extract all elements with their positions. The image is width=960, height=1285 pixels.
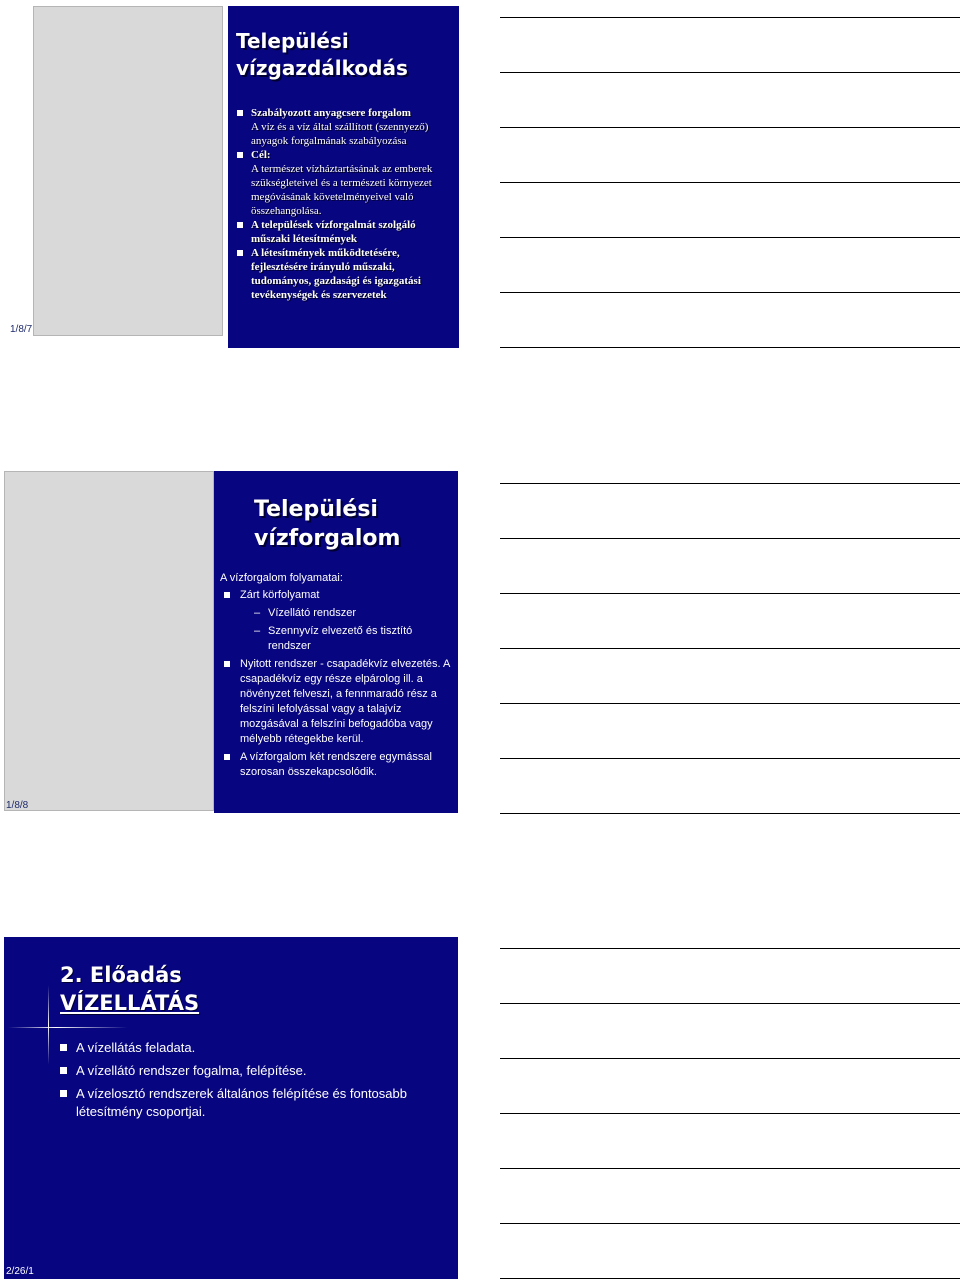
slide2-list-item-text: Vízellátó rendszer <box>268 607 357 619</box>
slide1-number: 1/8/7 <box>10 324 33 335</box>
slide1-list-item <box>237 246 457 302</box>
slide2-list-item <box>220 657 456 747</box>
note-line <box>500 483 960 484</box>
slide-telepulesi-vizforgalom <box>214 563 458 813</box>
square-bullet-icon <box>237 222 243 228</box>
note-line <box>500 237 960 238</box>
slide1-title-line-1: Települési <box>236 29 349 53</box>
slide2-list-item-text: Nyitott rendszer - csapadékvíz elvezetés. A csapadékvíz egy része elpárolog ill. a növényzet felveszi, a fennmaradó rész a felszíni lefolyással vagy a talajvíz mozgásával a felszíni befogadóba vagy mélyebb rétegekbe kerül. <box>240 658 450 745</box>
slide1-list-item <box>237 120 457 148</box>
water-flow-diagram-2 <box>4 471 214 811</box>
slide3-title-line-2: VÍZELLÁTÁS <box>60 991 200 1015</box>
square-bullet-icon <box>237 152 243 158</box>
slide1-list-item-text: A víz és a víz által szállított (szennyező) anyagok forgalmának szabályozása <box>251 121 429 147</box>
slide2-title <box>254 495 400 553</box>
slide2-bullet-list <box>220 588 456 783</box>
note-line <box>500 1223 960 1224</box>
slide1-list-item-text: A települések vízforgalmát szolgáló műszaki létesítmények <box>251 219 416 245</box>
square-bullet-icon <box>224 661 230 667</box>
slide3-bullet-list <box>60 1039 455 1126</box>
slide2-list-item-text: A vízforgalom két rendszere egymással szorosan összekapcsolódik. <box>240 751 432 778</box>
slide3-number: 2/26/1 <box>6 1266 34 1277</box>
square-bullet-icon <box>60 1067 67 1074</box>
note-line <box>500 538 960 539</box>
slide3-list-item-text: A vízellátás feladata. <box>76 1040 196 1055</box>
note-line <box>500 127 960 128</box>
slide1-bullet-list <box>237 106 457 302</box>
slide2-intro: A vízforgalom folyamatai: <box>220 572 343 584</box>
slide2-list-item <box>220 624 456 654</box>
note-line <box>500 72 960 73</box>
dash-bullet-icon: – <box>254 607 261 619</box>
note-line <box>500 292 960 293</box>
slide2-title-area <box>214 471 458 563</box>
note-line <box>500 1003 960 1004</box>
square-bullet-icon <box>237 250 243 256</box>
note-line <box>500 1058 960 1059</box>
slide2-list-item-text: Zárt körfolyamat <box>240 589 320 601</box>
note-line <box>500 703 960 704</box>
slide3-list-item-text: A vízelosztó rendszerek általános felépítése és fontosabb létesítmény csoportjai. <box>76 1086 407 1119</box>
note-line <box>500 948 960 949</box>
water-system-diagram-1 <box>33 6 223 336</box>
slide2-number: 1/8/8 <box>6 800 29 811</box>
square-bullet-icon <box>224 754 230 760</box>
dash-bullet-icon: – <box>254 625 261 637</box>
slide3-list-item <box>60 1062 455 1080</box>
note-line <box>500 17 960 18</box>
slide2-list-item-text: Szennyvíz elvezető és tisztító rendszer <box>268 625 413 652</box>
slide3-list-item <box>60 1085 455 1121</box>
slide1-title-line-2: vízgazdálkodás <box>236 56 408 80</box>
slide1-title <box>236 28 408 82</box>
slide3-title <box>60 961 199 1017</box>
sparkle-decoration-horizontal <box>8 1027 128 1028</box>
slide3-list-item-text: A vízellátó rendszer fogalma, felépítése. <box>76 1063 307 1078</box>
square-bullet-icon <box>237 110 243 116</box>
note-line <box>500 648 960 649</box>
slide1-list-item-text: A létesítmények működtetésére, fejlesztésére irányuló műszaki, tudományos, gazdasági és igazgatási tevékenységek és szervezetek <box>251 247 421 301</box>
note-line <box>500 1168 960 1169</box>
note-line <box>500 1113 960 1114</box>
slide3-title-line-1: 2. Előadás <box>60 963 182 987</box>
sparkle-decoration-vertical <box>48 985 49 1065</box>
slide1-list-item <box>237 106 457 120</box>
slide1-list-item-text: Szabályozott anyagcsere forgalom <box>251 107 411 119</box>
slide2-title-line-2: vízforgalom <box>254 526 401 551</box>
slide-eloadas-vizellatas <box>4 937 458 1279</box>
note-line <box>500 813 960 814</box>
slide1-list-item <box>237 218 457 246</box>
square-bullet-icon <box>60 1090 67 1097</box>
square-bullet-icon <box>224 592 230 598</box>
slide1-list-item <box>237 162 457 218</box>
slide1-list-item-text: Cél: <box>251 149 271 161</box>
square-bullet-icon <box>60 1044 67 1051</box>
note-line <box>500 182 960 183</box>
slide-telepulesi-vizgazdalkodas <box>228 6 459 348</box>
note-line <box>500 1278 960 1279</box>
slide2-list-item <box>220 750 456 780</box>
note-line <box>500 758 960 759</box>
slide1-list-item-text: A természet vízháztartásának az emberek szükségleteivel és a természeti környezet megóvásának követelményeivel való összehangolása. <box>251 163 433 217</box>
slide2-title-line-1: Települési <box>254 497 378 522</box>
slide2-list-item <box>220 606 456 621</box>
slide2-list-item <box>220 588 456 603</box>
slide1-list-item <box>237 148 457 162</box>
note-line <box>500 347 960 348</box>
slide3-list-item <box>60 1039 455 1057</box>
note-line <box>500 593 960 594</box>
